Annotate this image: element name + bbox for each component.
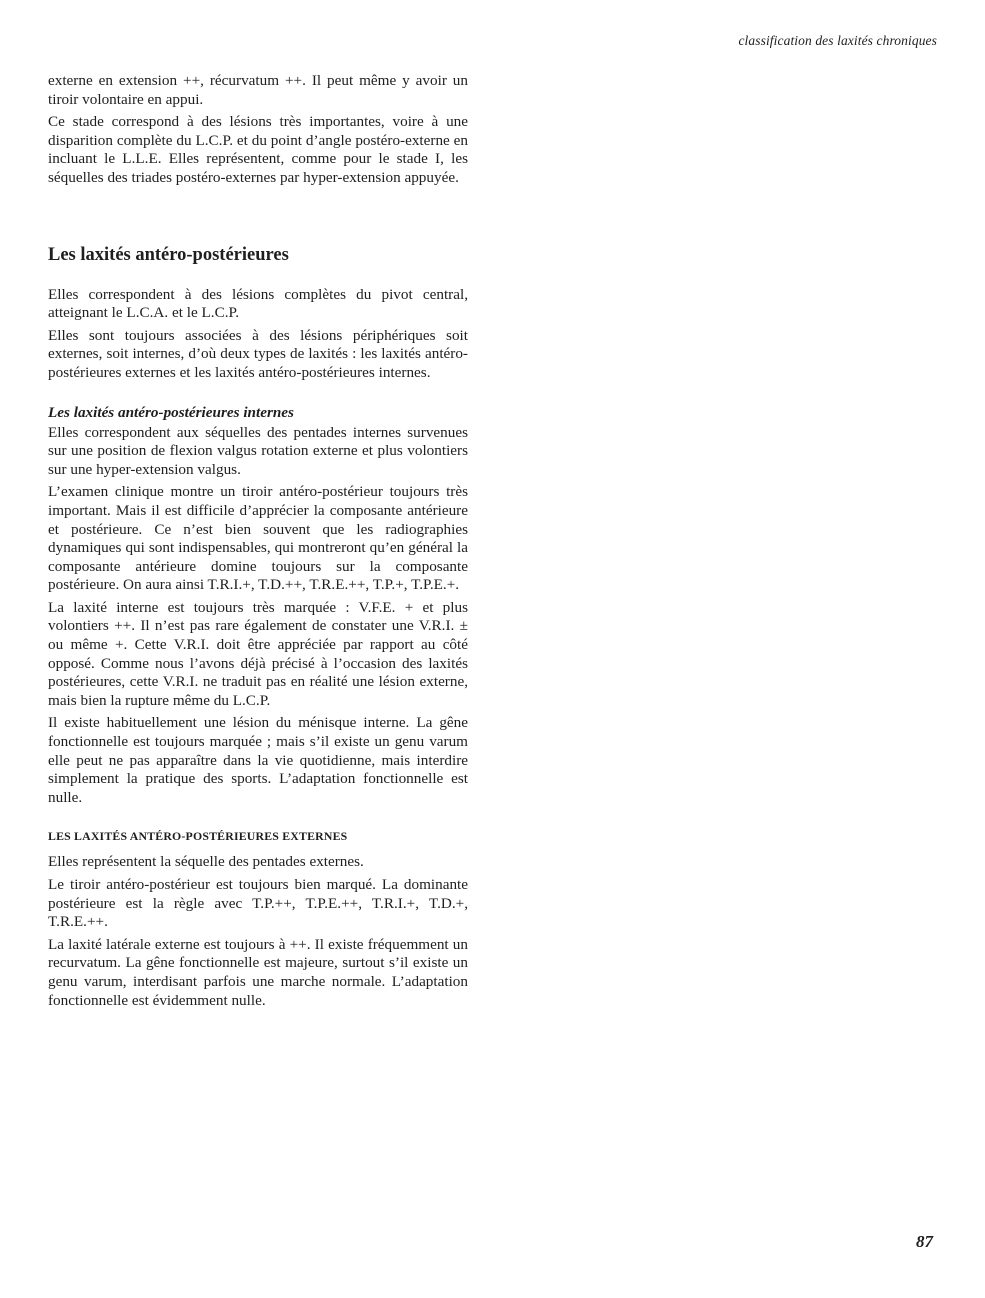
running-header: classification des laxités chroniques (738, 33, 937, 48)
externes-paragraph-1: Elles représentent la séquelle des pentades externes. (48, 853, 364, 871)
subsection-title-externes: LES LAXITÉS ANTÉRO-POSTÉRIEURES EXTERNES (48, 829, 348, 844)
text-column (48, 72, 468, 1014)
section-title: Les laxités antéro-postérieures (48, 244, 289, 265)
externes-paragraph-3: La laxité latérale externe est toujours à ++. Il existe fréquemment un recurvatum. La gêne fonctionnelle est majeure, surtout s’il existe un genu varum, interdisant parfois une marche normale. L’adaptation fonctionnelle est évidemment nulle. (48, 935, 468, 1009)
internes-paragraph-3: La laxité interne est toujours très marquée : V.F.E. + et plus volontiers ++. Il n’est pas rare également de constater une V.R.I. ± ou même +. Cette V.R.I. doit être appréciée par rapport au côté opposé. Comme nous l’avons déjà précisé à l’occasion des laxités postérieures, cette V.R.I. ne traduit pas en réalité une lésion externe, mais bien la rupture même du L.C.P. (48, 598, 468, 709)
externes-paragraph-2: Le tiroir antéro-postérieur est toujours bien marqué. La dominante postérieure est la règle avec T.P.++, T.P.E.++, T.R.I.+, T.D.+, T.R.E.++. (48, 876, 468, 931)
subsection-title-internes: Les laxités antéro-postérieures internes (48, 403, 294, 421)
intro-paragraph-1: externe en extension ++, récurvatum ++. Il peut même y avoir un tiroir volontaire en appui. (48, 72, 468, 108)
page-number: 87 (916, 1232, 933, 1251)
section-paragraph-1: Elles correspondent à des lésions complètes du pivot central, atteignant le L.C.A. et le L.C.P. (48, 285, 468, 322)
internes-paragraph-4: Il existe habituellement une lésion du ménisque interne. La gêne fonctionnelle est toujours marquée ; mais s’il existe un genu varum elle peut ne pas apparaître dans la vie quotidienne, mais interdire simplement la pratique des sports. L’adaptation fonctionnelle est nulle. (48, 714, 468, 806)
intro-paragraph-2: Ce stade correspond à des lésions très importantes, voire à une disparition complète du L.C.P. et du point d’angle postéro-externe en incluant le L.L.E. Elles représentent, comme pour le stade I, les séquelles des triades postéro-externes par hyper-extension appuyée. (48, 113, 468, 186)
section-paragraph-2: Elles sont toujours associées à des lésions périphériques soit externes, soit internes, d’où deux types de laxités : les laxités antéro-postérieures externes et les laxités antéro-postérieures internes. (48, 326, 468, 381)
internes-paragraph-2: L’examen clinique montre un tiroir antéro-postérieur toujours très important. Mais il est difficile d’apprécier la composante antérieure et postérieure. Ce n’est bien souvent que les radiographies dynamiques qui sont indispensables, qui montreront qu’en général la composante antérieure domine toujours sur la composante postérieure. On aura ainsi T.R.I.+, T.D.++, T.R.E.++, T.P.+, T.P.E.+. (48, 483, 468, 594)
internes-paragraph-1: Elles correspondent aux séquelles des pentades internes survenues sur une position de flexion valgus rotation externe et plus volontiers sur une hyper-extension valgus. (48, 423, 468, 478)
